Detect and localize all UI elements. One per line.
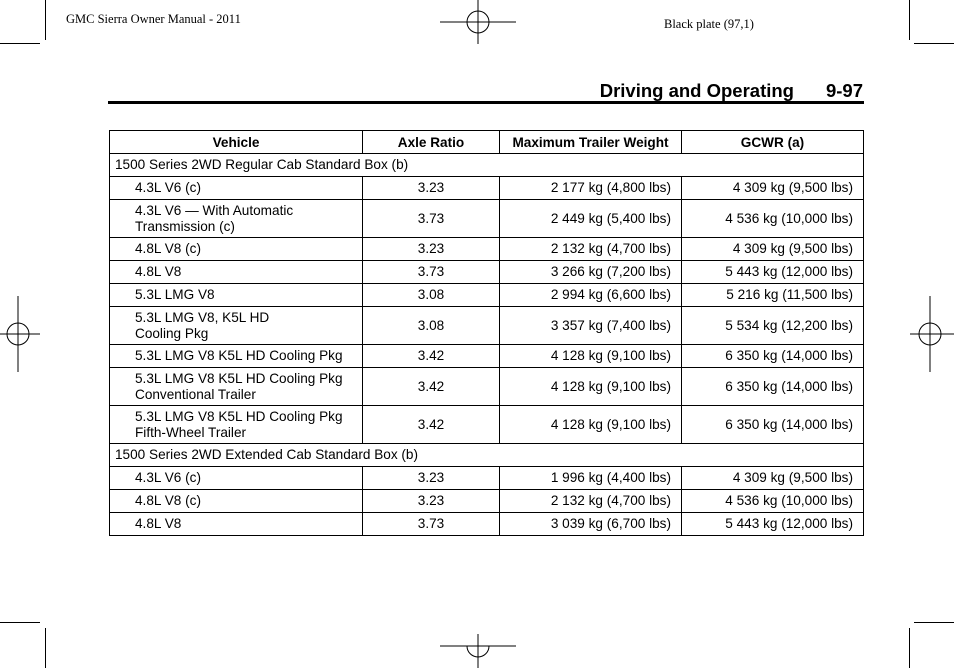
gcwr-cell: 4 309 kg (9,500 lbs) — [682, 238, 864, 261]
max-trailer-weight-cell: 4 128 kg (9,100 lbs) — [500, 368, 682, 406]
table-row — [110, 200, 864, 238]
vehicle-line: 5.3L LMG V8, K5L HD — [135, 309, 270, 325]
table-row — [110, 261, 864, 284]
table-header-row — [110, 131, 864, 154]
column-header-gcwr: GCWR (a) — [682, 131, 864, 154]
vehicle-line: 4.8L V8 (c) — [135, 493, 201, 508]
vehicle-cell — [110, 490, 363, 513]
vehicle-line: 4.3L V6 (c) — [135, 470, 201, 485]
vehicle-line: 4.8L V8 — [135, 264, 182, 279]
vehicle-cell — [110, 261, 363, 284]
table-section-row — [110, 154, 864, 177]
axle-ratio-cell: 3.73 — [363, 261, 500, 284]
crop-mark — [909, 0, 910, 40]
column-header-vehicle: Vehicle — [110, 131, 363, 154]
max-trailer-weight-cell: 4 128 kg (9,100 lbs) — [500, 406, 682, 444]
max-trailer-weight-cell: 3 266 kg (7,200 lbs) — [500, 261, 682, 284]
table-row — [110, 307, 864, 345]
print-meta-title: GMC Sierra Owner Manual - 2011 — [66, 12, 241, 26]
table-row — [110, 490, 864, 513]
section-label: 1500 Series 2WD Extended Cab Standard Box (b) — [110, 444, 864, 467]
vehicle-cell — [110, 368, 363, 406]
page-number: 9-97 — [825, 80, 863, 101]
running-header — [108, 80, 863, 102]
vehicle-cell — [110, 467, 363, 490]
vehicle-line: 4.3L V6 — With Automatic — [135, 202, 294, 218]
vehicle-line: 5.3L LMG V8 K5L HD Cooling Pkg — [135, 348, 343, 363]
gcwr-cell: 4 309 kg (9,500 lbs) — [682, 467, 864, 490]
section-title: Driving and Operating — [599, 80, 794, 101]
vehicle-line: Cooling Pkg — [135, 325, 209, 341]
table-row — [110, 368, 864, 406]
table-row — [110, 513, 864, 536]
gcwr-cell: 5 216 kg (11,500 lbs) — [682, 284, 864, 307]
max-trailer-weight-cell: 2 994 kg (6,600 lbs) — [500, 284, 682, 307]
max-trailer-weight-cell: 1 996 kg (4,400 lbs) — [500, 467, 682, 490]
vehicle-cell — [110, 406, 363, 444]
crop-mark — [45, 0, 46, 40]
axle-ratio-cell: 3.08 — [363, 307, 500, 345]
crop-mark — [914, 622, 954, 623]
vehicle-cell — [110, 177, 363, 200]
section-label: 1500 Series 2WD Regular Cab Standard Box (b) — [110, 154, 864, 177]
vehicle-line: Transmission (c) — [135, 218, 235, 234]
table-row — [110, 467, 864, 490]
vehicle-line: 4.8L V8 — [135, 516, 182, 531]
gcwr-cell: 4 536 kg (10,000 lbs) — [682, 200, 864, 238]
vehicle-line: 5.3L LMG V8 K5L HD Cooling Pkg — [135, 370, 343, 386]
vehicle-cell — [110, 307, 363, 345]
registration-mark-icon — [0, 296, 40, 372]
vehicle-line: 4.3L V6 (c) — [135, 180, 201, 195]
table-row — [110, 177, 864, 200]
vehicle-cell — [110, 513, 363, 536]
axle-ratio-cell: 3.23 — [363, 238, 500, 261]
axle-ratio-cell: 3.23 — [363, 467, 500, 490]
table-row — [110, 238, 864, 261]
axle-ratio-cell: 3.73 — [363, 200, 500, 238]
gcwr-cell: 5 443 kg (12,000 lbs) — [682, 513, 864, 536]
max-trailer-weight-cell: 3 039 kg (6,700 lbs) — [500, 513, 682, 536]
gcwr-cell: 4 309 kg (9,500 lbs) — [682, 177, 864, 200]
axle-ratio-cell: 3.73 — [363, 513, 500, 536]
gcwr-cell: 6 350 kg (14,000 lbs) — [682, 406, 864, 444]
gcwr-cell: 4 536 kg (10,000 lbs) — [682, 490, 864, 513]
gcwr-cell: 5 534 kg (12,200 lbs) — [682, 307, 864, 345]
registration-mark-icon — [440, 0, 516, 44]
registration-mark-icon — [910, 296, 954, 372]
gcwr-cell: 5 443 kg (12,000 lbs) — [682, 261, 864, 284]
max-trailer-weight-cell: 2 449 kg (5,400 lbs) — [500, 200, 682, 238]
table-row — [110, 284, 864, 307]
gcwr-cell: 6 350 kg (14,000 lbs) — [682, 368, 864, 406]
print-meta-plate: Black plate (97,1) — [664, 17, 754, 31]
axle-ratio-cell: 3.42 — [363, 345, 500, 368]
column-header-max-trailer-weight: Maximum Trailer Weight — [500, 131, 682, 154]
max-trailer-weight-cell: 2 177 kg (4,800 lbs) — [500, 177, 682, 200]
vehicle-line: 4.8L V8 (c) — [135, 241, 201, 256]
max-trailer-weight-cell: 2 132 kg (4,700 lbs) — [500, 490, 682, 513]
axle-ratio-cell: 3.08 — [363, 284, 500, 307]
gcwr-cell: 6 350 kg (14,000 lbs) — [682, 345, 864, 368]
table-section-row — [110, 444, 864, 467]
vehicle-cell — [110, 284, 363, 307]
max-trailer-weight-cell: 2 132 kg (4,700 lbs) — [500, 238, 682, 261]
table-row — [110, 345, 864, 368]
table-row — [110, 406, 864, 444]
vehicle-cell — [110, 200, 363, 238]
vehicle-line: 5.3L LMG V8 K5L HD Cooling Pkg — [135, 408, 343, 424]
vehicle-cell — [110, 345, 363, 368]
max-trailer-weight-cell: 4 128 kg (9,100 lbs) — [500, 345, 682, 368]
vehicle-cell — [110, 238, 363, 261]
crop-mark — [914, 43, 954, 44]
crop-mark — [0, 622, 40, 623]
column-header-axle-ratio: Axle Ratio — [363, 131, 500, 154]
crop-mark — [909, 628, 910, 668]
trailer-weight-table — [109, 130, 864, 536]
axle-ratio-cell: 3.42 — [363, 368, 500, 406]
crop-mark — [0, 43, 40, 44]
registration-mark-icon — [440, 634, 516, 668]
axle-ratio-cell: 3.23 — [363, 177, 500, 200]
crop-mark — [45, 628, 46, 668]
max-trailer-weight-cell: 3 357 kg (7,400 lbs) — [500, 307, 682, 345]
axle-ratio-cell: 3.42 — [363, 406, 500, 444]
vehicle-line: 5.3L LMG V8 — [135, 287, 215, 302]
table-body — [110, 154, 864, 536]
header-rule — [108, 101, 864, 104]
vehicle-line: Fifth-Wheel Trailer — [135, 424, 247, 440]
vehicle-line: Conventional Trailer — [135, 386, 256, 402]
axle-ratio-cell: 3.23 — [363, 490, 500, 513]
